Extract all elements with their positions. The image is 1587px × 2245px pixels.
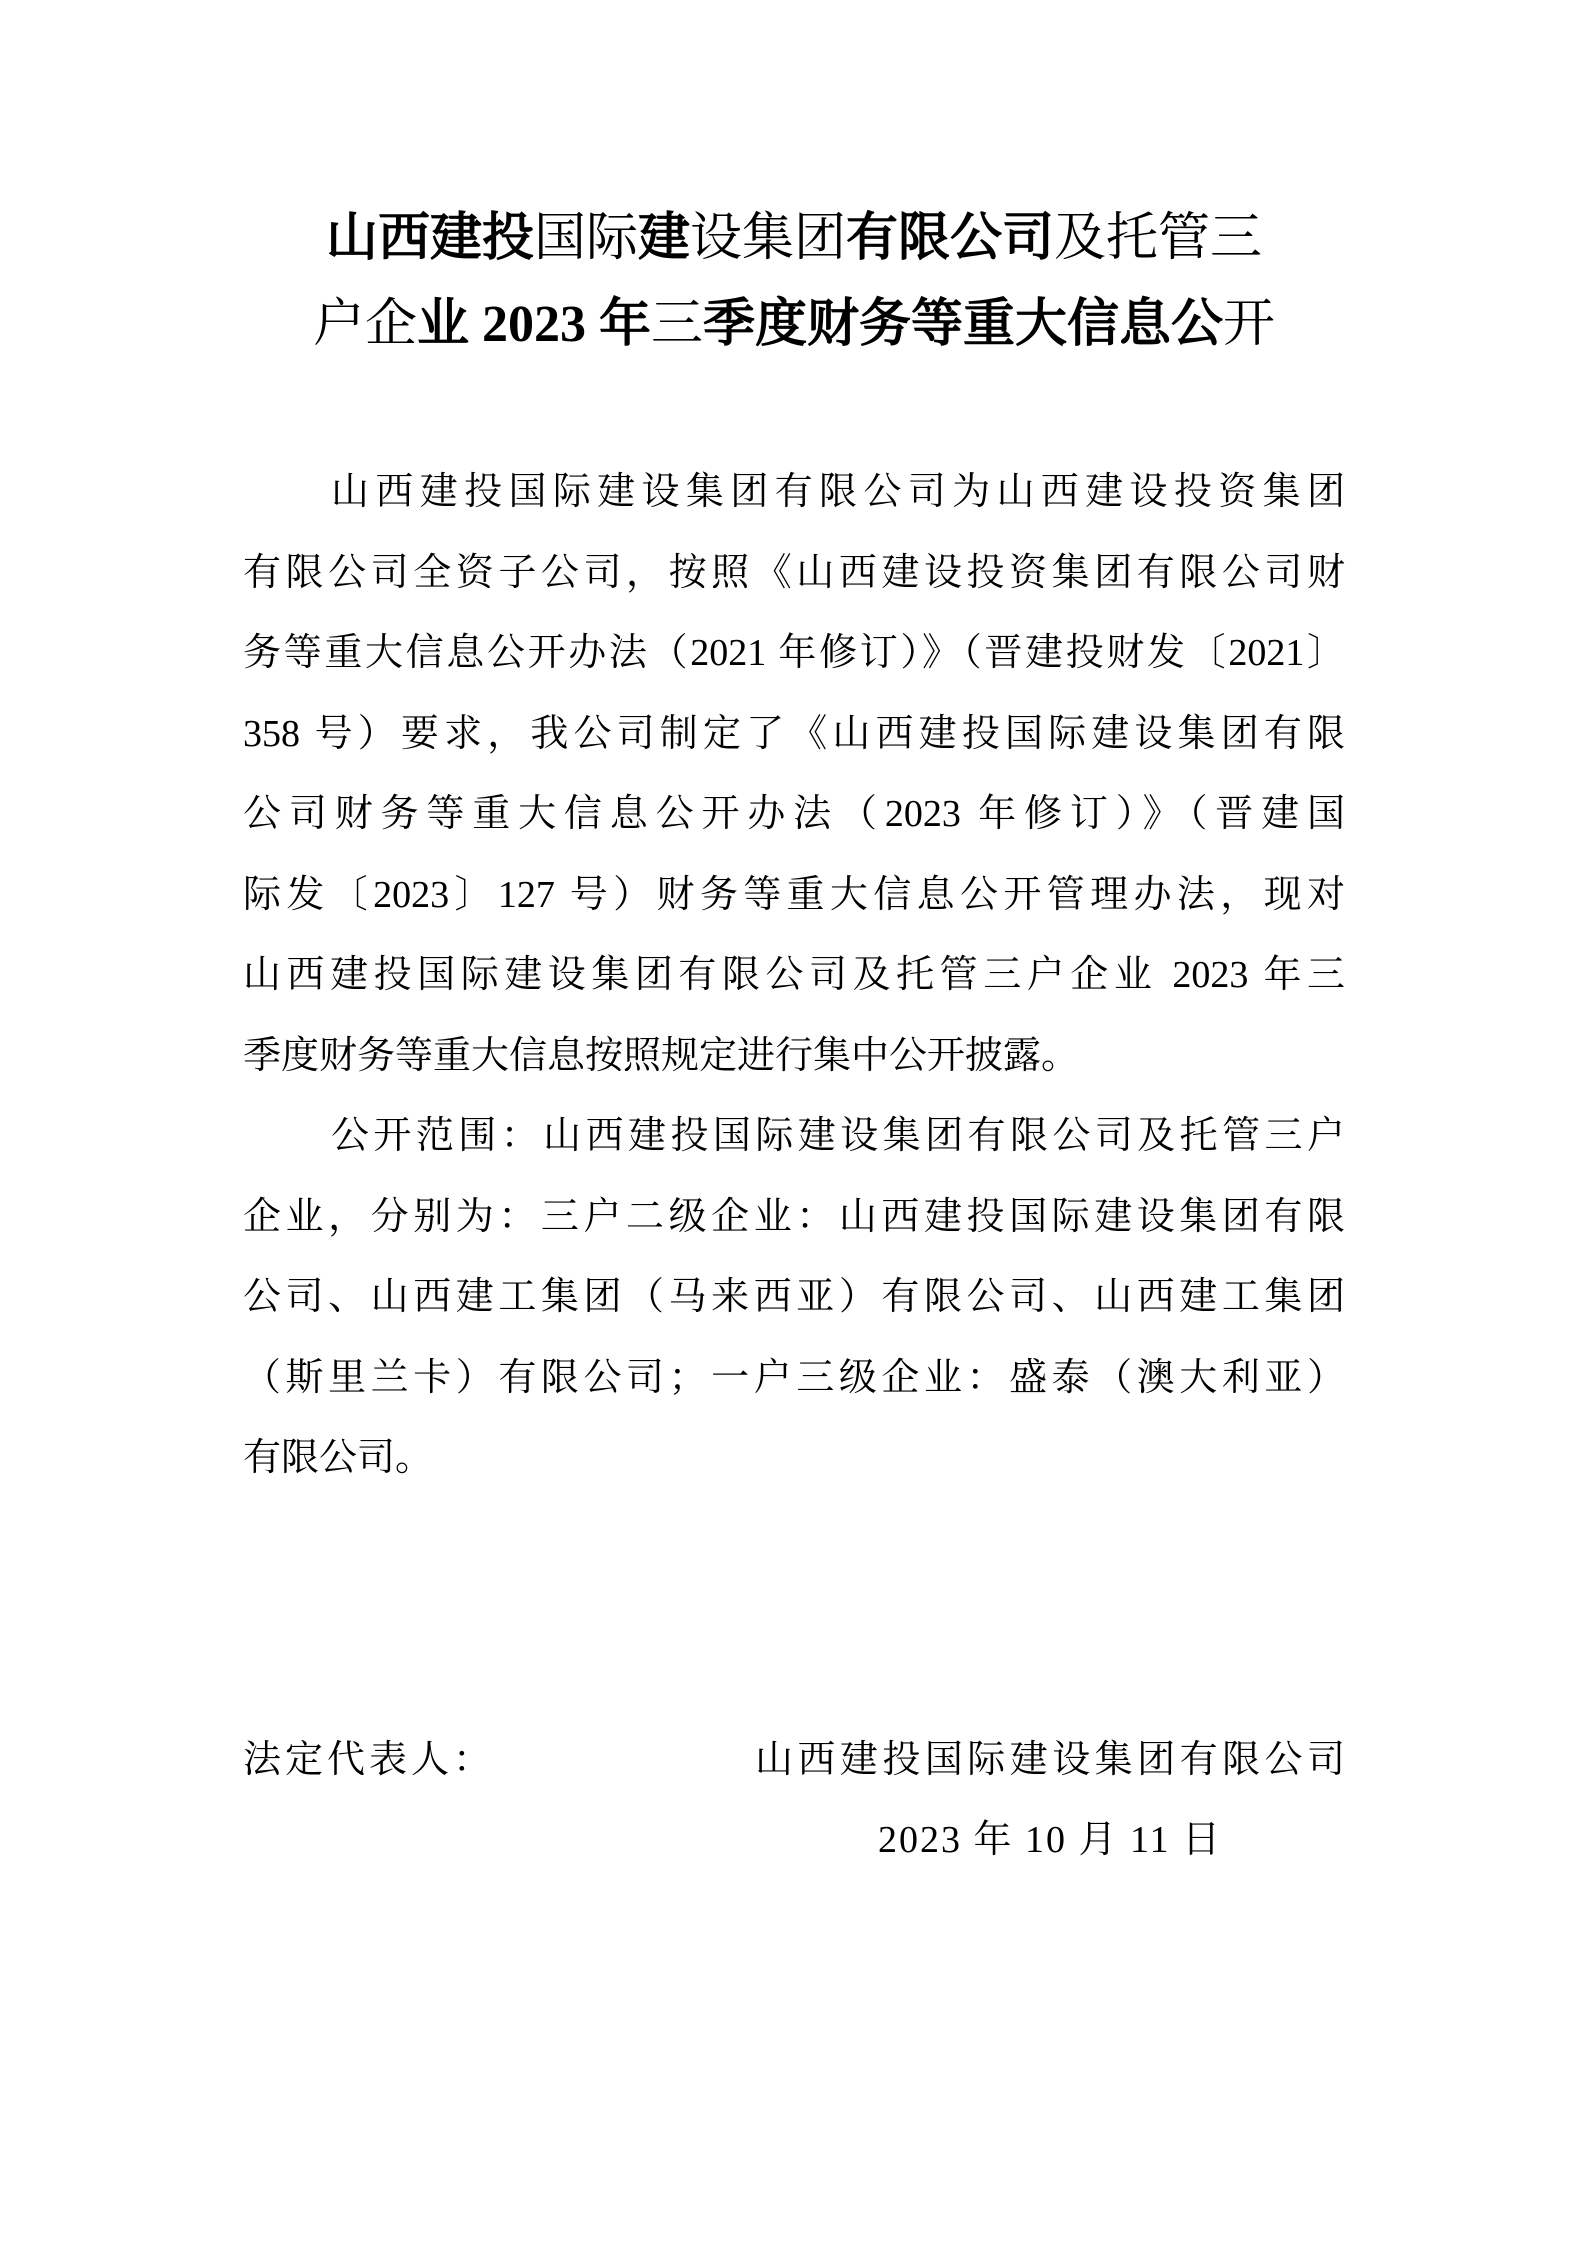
body-line: 山西建投国际建设集团有限公司及托管三户企业 2023 年三 bbox=[243, 954, 1345, 996]
title-line-1 bbox=[243, 196, 1345, 282]
paragraph-background bbox=[243, 452, 1345, 1096]
signing-date: 2023 年 10 月 11 日 bbox=[878, 1819, 1223, 1861]
body-line: 公司财务等重大信息公开办法（2023 年修订）》（晋建国 bbox=[243, 793, 1345, 835]
title-run: 开 bbox=[1223, 296, 1276, 353]
body-line: 358 号）要求，我公司制定了《山西建投国际建设集团有限 bbox=[243, 712, 1345, 755]
body-line: 公司、山西建工集团（马来西亚）有限公司、山西建工集团 bbox=[243, 1276, 1345, 1318]
title-run: 季度财务等重大信息公 bbox=[703, 296, 1224, 353]
title-run: 山西建投 bbox=[325, 210, 534, 267]
body-line: 有限公司。 bbox=[243, 1437, 434, 1479]
body-line: 企业，分别为：三户二级企业：山西建投国际建设集团有限 bbox=[243, 1195, 1345, 1238]
body-line: 际发〔2023〕127 号）财务等重大信息公开管理办法，现对 bbox=[243, 873, 1345, 916]
body-line: （斯里兰卡）有限公司；一户三级企业：盛泰（澳大利亚） bbox=[243, 1356, 1345, 1399]
signing-company: 山西建投国际建设集团有限公司 bbox=[755, 1739, 1345, 1781]
title-line-2 bbox=[243, 282, 1345, 368]
title-run: 设集团 bbox=[690, 210, 847, 267]
title-run: 业 2023 年 bbox=[416, 296, 651, 353]
body-line: 季度财务等重大信息按照规定进行集中公开披露。 bbox=[243, 1034, 1080, 1077]
body-line: 公开范围：山西建投国际建设集团有限公司及托管三户 bbox=[331, 1115, 1345, 1157]
body-line: 山西建投国际建设集团有限公司为山西建设投资集团 bbox=[331, 471, 1345, 513]
title-run: 及托管三 bbox=[1054, 210, 1263, 267]
title-run: 三 bbox=[650, 296, 703, 353]
paragraph-disclosure-scope bbox=[243, 1096, 1345, 1499]
document-title bbox=[243, 196, 1345, 368]
body-line: 务等重大信息公开办法（2021 年修订）》（晋建投财发〔2021〕 bbox=[243, 632, 1345, 674]
legal-representative-label: 法定代表人： bbox=[243, 1739, 496, 1781]
title-run: 户企 bbox=[312, 296, 417, 353]
title-run: 国际 bbox=[533, 210, 638, 267]
body-line: 有限公司全资子公司，按照《山西建设投资集团有限公司财 bbox=[243, 551, 1345, 594]
document-body bbox=[243, 452, 1345, 1499]
title-run: 建 bbox=[637, 210, 690, 267]
title-run: 有限公司 bbox=[846, 210, 1055, 267]
